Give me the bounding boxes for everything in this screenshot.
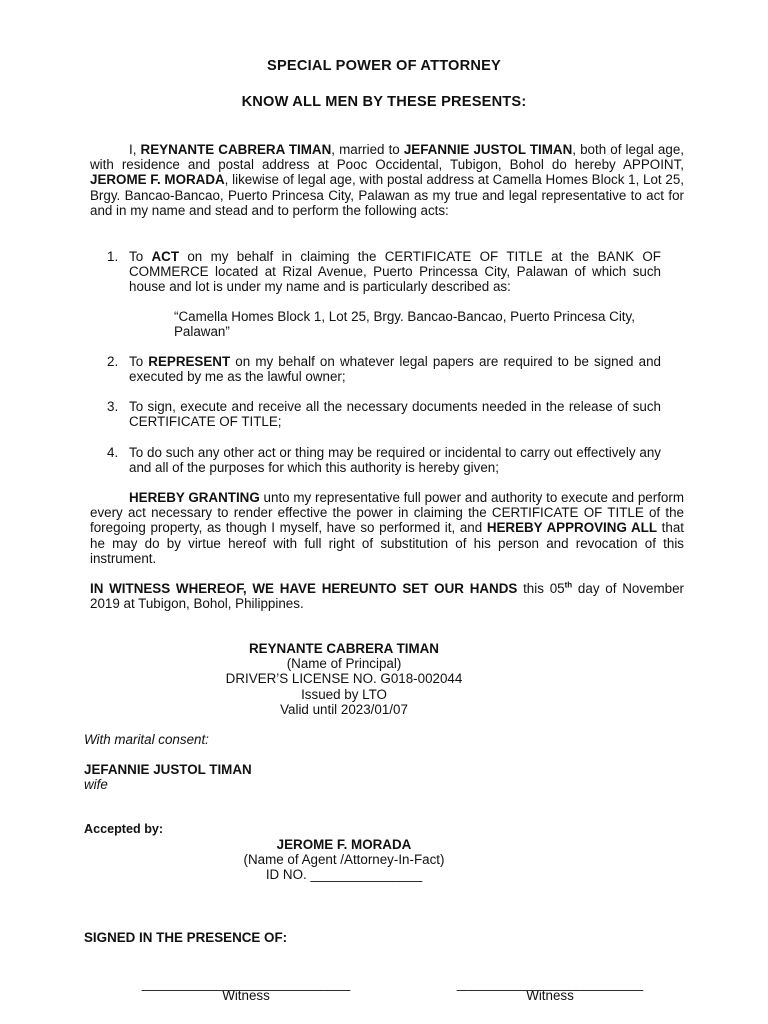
intro-paragraph — [90, 142, 684, 218]
witness-clause — [90, 581, 684, 611]
intro-text-4: , likewise of legal age, with postal address at Camella Homes Block 1, Lot 25, Brgy. Bancao-Bancao, Puerto Princesa City, Palawan as my true and legal representative to act for and in my name and stead and to perform the following acts: — [90, 172, 684, 218]
document-title: SPECIAL POWER OF ATTORNEY — [267, 58, 501, 74]
witness-clause-text-1: this 05 — [517, 581, 565, 596]
witness-label-right: Witness — [526, 988, 574, 1004]
act-keyword: REPRESENT — [148, 354, 231, 369]
act-lead: To — [129, 249, 152, 264]
act-text — [129, 249, 661, 295]
intro-text-2: , married to — [331, 142, 404, 157]
marital-consent-label: With marital consent: — [84, 732, 209, 747]
act-text: To do such any other act or thing may be required or incidental to carry out effectively any and all of the purposes for which this authority is hereby given; — [129, 445, 661, 476]
spouse-name-signature: JEFANNIE JUSTOL TIMAN — [84, 762, 252, 777]
act-rest: on my behalf on whatever legal papers are required to be signed and executed by me as the lawful owner; — [129, 354, 661, 385]
agent-name-inline: JEROME F. MORADA — [90, 172, 225, 188]
act-number: 2. — [107, 354, 119, 369]
witness-signature-right — [445, 976, 655, 1003]
principal-license: DRIVER’S LICENSE NO. G018-002044 — [225, 671, 463, 687]
approving-keyword: HEREBY APPROVING ALL — [486, 520, 658, 536]
principal-role: (Name of Principal) — [286, 656, 402, 672]
witness-clause-keyword: IN WITNESS WHEREOF, WE HAVE HEREUNTO SET OUR HANDS — [90, 581, 518, 596]
accepted-by-label: Accepted by: — [84, 822, 164, 836]
document-subtitle: KNOW ALL MEN BY THESE PRESENTS: — [241, 94, 527, 110]
witness-line-left: ____________________________ — [141, 976, 351, 991]
signed-presence-label: SIGNED IN THE PRESENCE OF: — [84, 930, 288, 945]
witness-clause-text-2: day of November 2019 at Tubigon, Bohol, Philippines. — [90, 581, 684, 612]
intro-text-1: I, — [129, 142, 141, 157]
act-lead: To — [129, 354, 149, 369]
granting-keyword: HEREBY GRANTING — [129, 490, 260, 505]
spouse-role: wife — [84, 777, 108, 792]
act-number: 1. — [107, 249, 119, 264]
spouse-name-inline: JEFANNIE JUSTOL TIMAN — [403, 142, 573, 157]
witness-label-left: Witness — [222, 988, 270, 1004]
granting-text-2: that he may do by virtue hereof with full right of substitution of his person and revocation of this instrument. — [90, 520, 684, 566]
witness-line-right: _________________________ — [456, 976, 644, 991]
principal-name: REYNANTE CABRERA TIMAN — [140, 142, 332, 157]
granting-text-1: unto my representative full power and authority to execute and perform every act necessary to render effective the power in claiming the CERTIFICATE OF TITLE of the foregoing property, as though I myself, have so performed it, and — [90, 490, 684, 536]
principal-signature-block — [90, 641, 598, 717]
agent-name-signature: JEROME F. MORADA — [276, 837, 412, 852]
granting-paragraph — [90, 490, 684, 566]
act-keyword: ACT — [151, 249, 180, 264]
act-rest: on my behalf in claiming the CERTIFICATE OF TITLE at the BANK OF COMMERCE located at Rizal Avenue, Puerto Princessa City, Palawan of which such house and lot is under my name and is particularly described as: — [129, 249, 661, 295]
day-ordinal-suffix: th — [564, 580, 573, 590]
act-number: 3. — [107, 399, 119, 414]
agent-role: (Name of Agent /Attorney-In-Fact) — [243, 852, 445, 868]
principal-license-validity: Valid until 2023/01/07 — [280, 701, 408, 717]
agent-signature-block — [90, 837, 598, 883]
principal-name-signature: REYNANTE CABRERA TIMAN — [249, 641, 439, 656]
intro-text-3: , both of legal age, with residence and postal address at Pooc Occidental, Tubigon, Bohol do hereby APPOINT, — [90, 142, 684, 173]
property-description: “Camella Homes Block 1, Lot 25, Brgy. Bancao-Bancao, Puerto Princesa City, Palawan” — [174, 309, 635, 340]
act-text: To sign, execute and receive all the necessary documents needed in the release of such CERTIFICATE OF TITLE; — [129, 399, 661, 430]
principal-license-issuer: Issued by LTO — [301, 686, 387, 702]
witness-signature-left — [130, 976, 362, 1003]
act-number: 4. — [107, 445, 119, 460]
agent-id-line: ID NO. _______________ — [265, 867, 423, 883]
act-text — [129, 354, 661, 384]
